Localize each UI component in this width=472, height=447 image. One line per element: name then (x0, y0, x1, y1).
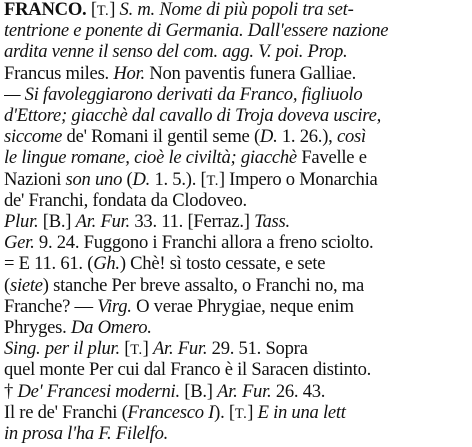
text-run: 9. 24. Fuggono i Franchi allora a freno sciolto. (34, 232, 374, 254)
text-run: son uno (65, 168, 123, 190)
text-run: O verae Phrygiae, neque enim (131, 295, 354, 317)
text-run: Nazioni (4, 168, 66, 190)
text-run: Ger. (4, 232, 35, 254)
text-run: 26. 43. (271, 380, 326, 402)
text-run: Francesco I (127, 401, 215, 423)
text-run: ( (122, 168, 133, 190)
text-run: siccome (4, 126, 63, 148)
text-run: ). [ (214, 401, 235, 423)
text-run: S. m. Nome di più popoli tra set- (119, 0, 354, 20)
text-run: siete (9, 274, 43, 296)
text-run: Gh. (93, 253, 120, 275)
text-run: Virg. (97, 295, 132, 317)
text-run: tentrione e ponente di Germania. Dall'essere nazione (4, 20, 389, 42)
text-run: Ar. Fur. (152, 338, 208, 360)
text-run: ] Impero o Monarchia (218, 168, 378, 190)
text-run: Francus miles. (4, 62, 114, 84)
text-run: ardita venne il senso del com. agg. V. poi. Prop. (4, 41, 348, 63)
text-run: Sing. per il plur. (4, 338, 120, 360)
text-run: E in una lett (257, 401, 346, 423)
text-run: T. (130, 342, 143, 359)
text-run: ] (109, 0, 120, 20)
text-run: 33. 11. [Ferraz.] (129, 211, 255, 232)
text-run: ( (4, 274, 10, 296)
text-run: Phryges. (4, 317, 71, 338)
text-run: così (336, 126, 366, 148)
text-run: D. (132, 168, 151, 190)
text-run: De' Francesi moderni. (17, 380, 180, 402)
text-run: Hor. (113, 62, 145, 84)
text-run: [ (86, 0, 97, 20)
text-run: Ar. Fur. (75, 211, 130, 232)
text-run: D. (259, 126, 278, 148)
entry-line (4, 421, 468, 447)
text-run: T. (234, 405, 248, 422)
text-run: le lingue romane, cioè le civiltà; giacchè (4, 147, 297, 169)
text-run: Plur. (4, 211, 39, 232)
text-run: Ar. Fur. (217, 380, 272, 402)
text-run: d'Ettore; giacchè dal cavallo di Troja doveva uscire, (4, 105, 381, 126)
text-run: ) stanche Per breve assalto, o Franchi no, ma (42, 274, 365, 296)
text-run: quel monte Per cui dal Franco è il Saracen distinto. (4, 359, 372, 381)
text-run: [B.] (38, 211, 76, 232)
text-run: = E 11. 61. ( (4, 253, 94, 275)
headword: FRANCO. (4, 0, 87, 20)
text-run: Non paventis funera Galliae. (144, 62, 357, 84)
text-run: ] (142, 338, 153, 360)
text-run: [ (119, 338, 131, 360)
text-run: T. (96, 3, 110, 19)
text-run: 1. 5.). [ (150, 168, 207, 190)
text-run: de' Franchi, fondata da Clodoveo. (4, 189, 247, 211)
text-run: de' Romani il gentil seme ( (62, 126, 260, 148)
text-run: T. (206, 172, 219, 189)
text-run: Favelle e (296, 147, 367, 169)
text-run: ) Chè! sì tosto cessate, e sete (119, 253, 326, 275)
text-run: Il re de' Franchi ( (4, 401, 128, 423)
text-run: — Si favoleggiarono derivati da Franco, figliuolo (4, 83, 363, 105)
text-run: Tass. (254, 211, 290, 232)
text-run: 1. 26.), (277, 126, 337, 148)
text-run: 29. 51. Sopra (207, 338, 308, 360)
text-run: † (4, 380, 18, 402)
text-run: Da Omero. (70, 317, 152, 338)
text-run: ] (247, 401, 258, 423)
text-run: in prosa l'ha F. Filelfo. (4, 423, 169, 444)
text-run: [B.] (179, 380, 218, 402)
text-run: Franche? — (4, 295, 98, 317)
